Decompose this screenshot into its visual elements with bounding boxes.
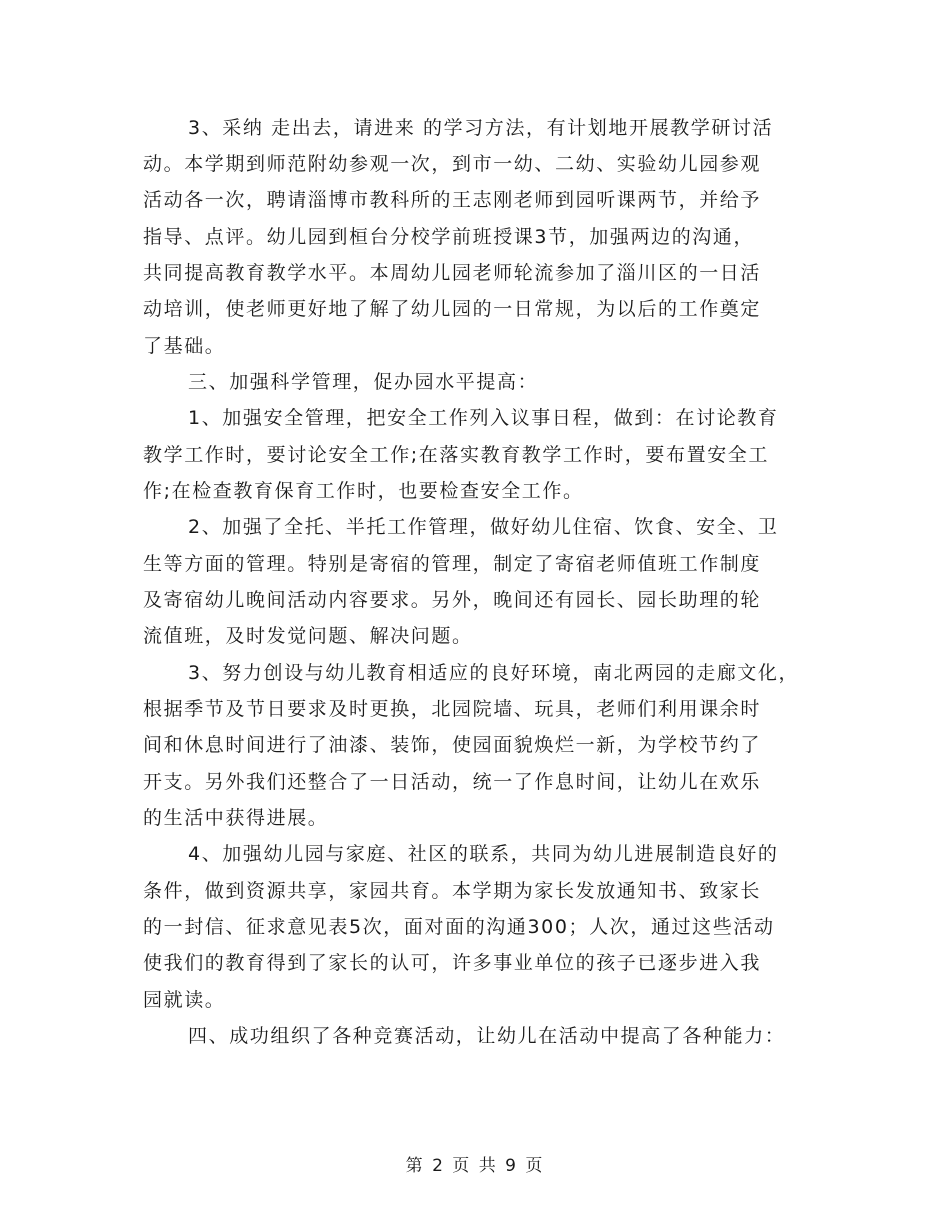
body-line: 的生活中获得进展。 <box>143 807 329 829</box>
section-heading: 四、成功组织了各种竞赛活动，让幼儿在活动中提高了各种能力： <box>188 1025 786 1047</box>
body-line: 间和休息时间进行了油漆、装饰，使园面貌焕烂一新，为学校节约了 <box>143 734 762 756</box>
body-line: 园就读。 <box>143 989 226 1011</box>
body-line: 的一封信、征求意见表5次，面对面的沟通300；人次，通过这些活动 <box>143 916 775 938</box>
body-line: 作;在检查教育保育工作时，也要检查安全工作。 <box>143 480 584 502</box>
body-line: 动。本学期到师范附幼参观一次，到市一幼、二幼、实验幼儿园参观 <box>143 153 762 175</box>
body-line: 动培训，使老师更好地了解了幼儿园的一日常规，为以后的工作奠定 <box>143 298 762 320</box>
body-line: 3、努力创设与幼儿教育相适应的良好环境，南北两园的走廊文化， <box>188 662 800 684</box>
body-line: 根据季节及节日要求及时更换，北园院墙、玩具，老师们利用课余时 <box>143 698 762 720</box>
body-line: 教学工作时，要讨论安全工作;在落实教育教学工作时，要布置安全工 <box>143 444 770 466</box>
body-line: 生等方面的管理。特别是寄宿的管理，制定了寄宿老师值班工作制度 <box>143 553 762 575</box>
body-line: 3、采纳 走出去，请进来 的学习方法，有计划地开展教学研讨活 <box>188 117 774 139</box>
body-line: 及寄宿幼儿晚间活动内容要求。另外，晚间还有园长、园长助理的轮 <box>143 589 762 611</box>
body-line: 2、加强了全托、半托工作管理，做好幼儿住宿、饮食、安全、卫 <box>188 516 779 538</box>
body-line: 1、加强安全管理，把安全工作列入议事日程，做到：在讨论教育 <box>188 407 779 429</box>
body-line: 指导、点评。幼儿园到桓台分校学前班授课3节，加强两边的沟通， <box>143 226 755 248</box>
body-line: 活动各一次，聘请淄博市教科所的王志刚老师到园听课两节，并给予 <box>143 189 762 211</box>
section-heading: 三、加强科学管理，促办园水平提高： <box>188 371 539 393</box>
body-line: 流值班，及时发觉问题、解决问题。 <box>143 625 473 647</box>
body-line: 了基础。 <box>143 335 226 357</box>
body-line: 共同提高教育教学水平。本周幼儿园老师轮流参加了淄川区的一日活 <box>143 262 762 284</box>
body-line: 4、加强幼儿园与家庭、社区的联系，共同为幼儿进展制造良好的 <box>188 843 779 865</box>
body-line: 开支。另外我们还整合了一日活动，统一了作息时间，让幼儿在欢乐 <box>143 771 762 793</box>
body-line: 条件，做到资源共享，家园共育。本学期为家长发放通知书、致家长 <box>143 880 762 902</box>
page-number-footer: 第 2 页 共 9 页 <box>405 1156 545 1176</box>
body-line: 使我们的教育得到了家长的认可，许多事业单位的孩子已逐步进入我 <box>143 952 762 974</box>
